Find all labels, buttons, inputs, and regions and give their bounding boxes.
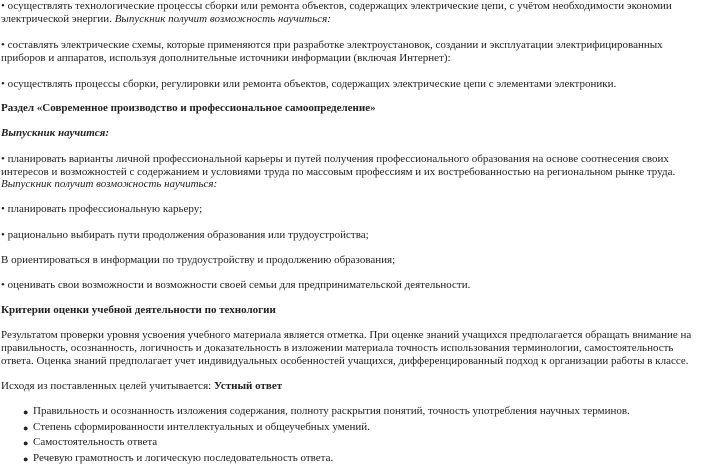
intro-line-2-italic: Выпускник получит возможность научиться: [114,13,331,25]
list-item: Правильность и осознанность изложения содержания, полноту раскрытия понятий, точность употребления научных терминов. [33,405,630,417]
bullet-choose-paths: • рационально выбирать пути продолжения образования или трудоустройства; [1,229,369,241]
section-heading: Раздел «Современное производство и профессиональное самоопределение» [1,102,376,114]
bullet-career-variants-line-1: • планировать варианты личной профессиональной карьеры и путей получения профессионального образования на основе соотнесения своих [1,153,669,165]
criteria-paragraph-line-3: ответа. Оценка знаний предполагает учет индивидуальных особенностей учащихся, дифференцированный подход к организации работы в классе. [1,355,689,367]
criteria-heading: Критерии оценки учебной деятельности по технологии [1,304,276,316]
orient-info: В ориентироваться в информации по трудоустройству и продолжению образования; [1,254,396,266]
list-item: Самостоятельность ответа [33,436,158,448]
oral-answer-line [1,380,282,393]
bullet-schemes-line-2: приборов и аппаратов, используя дополнительные источники информации (включая Интернет): [1,52,451,64]
list-bullet-icon: ● [23,423,29,433]
bullet-career-variants-line-2: интересов и возможностей с содержанием и условиями труда по массовым профессиям и их востребованностью на региональном рынке труда. [1,166,676,178]
bullet-electronics: • осуществлять процессы сборки, регулировки или ремонта объектов, содержащих электрические цепи с элементами электроники. [1,78,617,90]
oral-answer-prefix: Исходя из поставленных целей учитывается: [1,380,214,392]
oral-answer-bold: Устный ответ [213,380,283,392]
intro-line-2-text: электрической энергии. [1,13,115,25]
bullet-assess: • оценивать свои возможности и возможности своей семьи для предпринимательской деятельности. [1,279,471,291]
bullet-schemes-line-1: • составлять электрические схемы, которые применяются при разработке электроустановок, создании и эксплуатации электрифицированных [1,39,663,51]
intro-line-2 [1,13,331,26]
bullet-career-variants-line-3: Выпускник получит возможность научиться: [1,178,218,190]
criteria-paragraph-line-1: Результатом проверки уровня усвоения учебного материала является отметка. При оценке знаний учащихся предполагается обращать внимание на [1,329,692,341]
criteria-paragraph-line-2: правильность, осознанность, логичность и доказательность в изложении материала точность использования терминологии, самостоятельность [1,342,674,354]
intro-line-1: • осуществлять технологические процессы сборки или ремонта объектов, содержащих электрические цепи, с учётом необходимости экономии [1,0,672,12]
list-item: Речевую грамотность и логическую последовательность ответа. [33,452,334,464]
list-item: Степень сформированности интеллектуальных и общеучебных умений. [33,421,370,433]
graduate-will-learn: Выпускник научится: [1,127,109,139]
list-bullet-icon: ● [23,454,29,464]
list-bullet-icon: ● [23,438,29,448]
list-bullet-icon: ● [23,407,29,417]
bullet-plan-career: • планировать профессиональную карьеру; [1,203,203,215]
